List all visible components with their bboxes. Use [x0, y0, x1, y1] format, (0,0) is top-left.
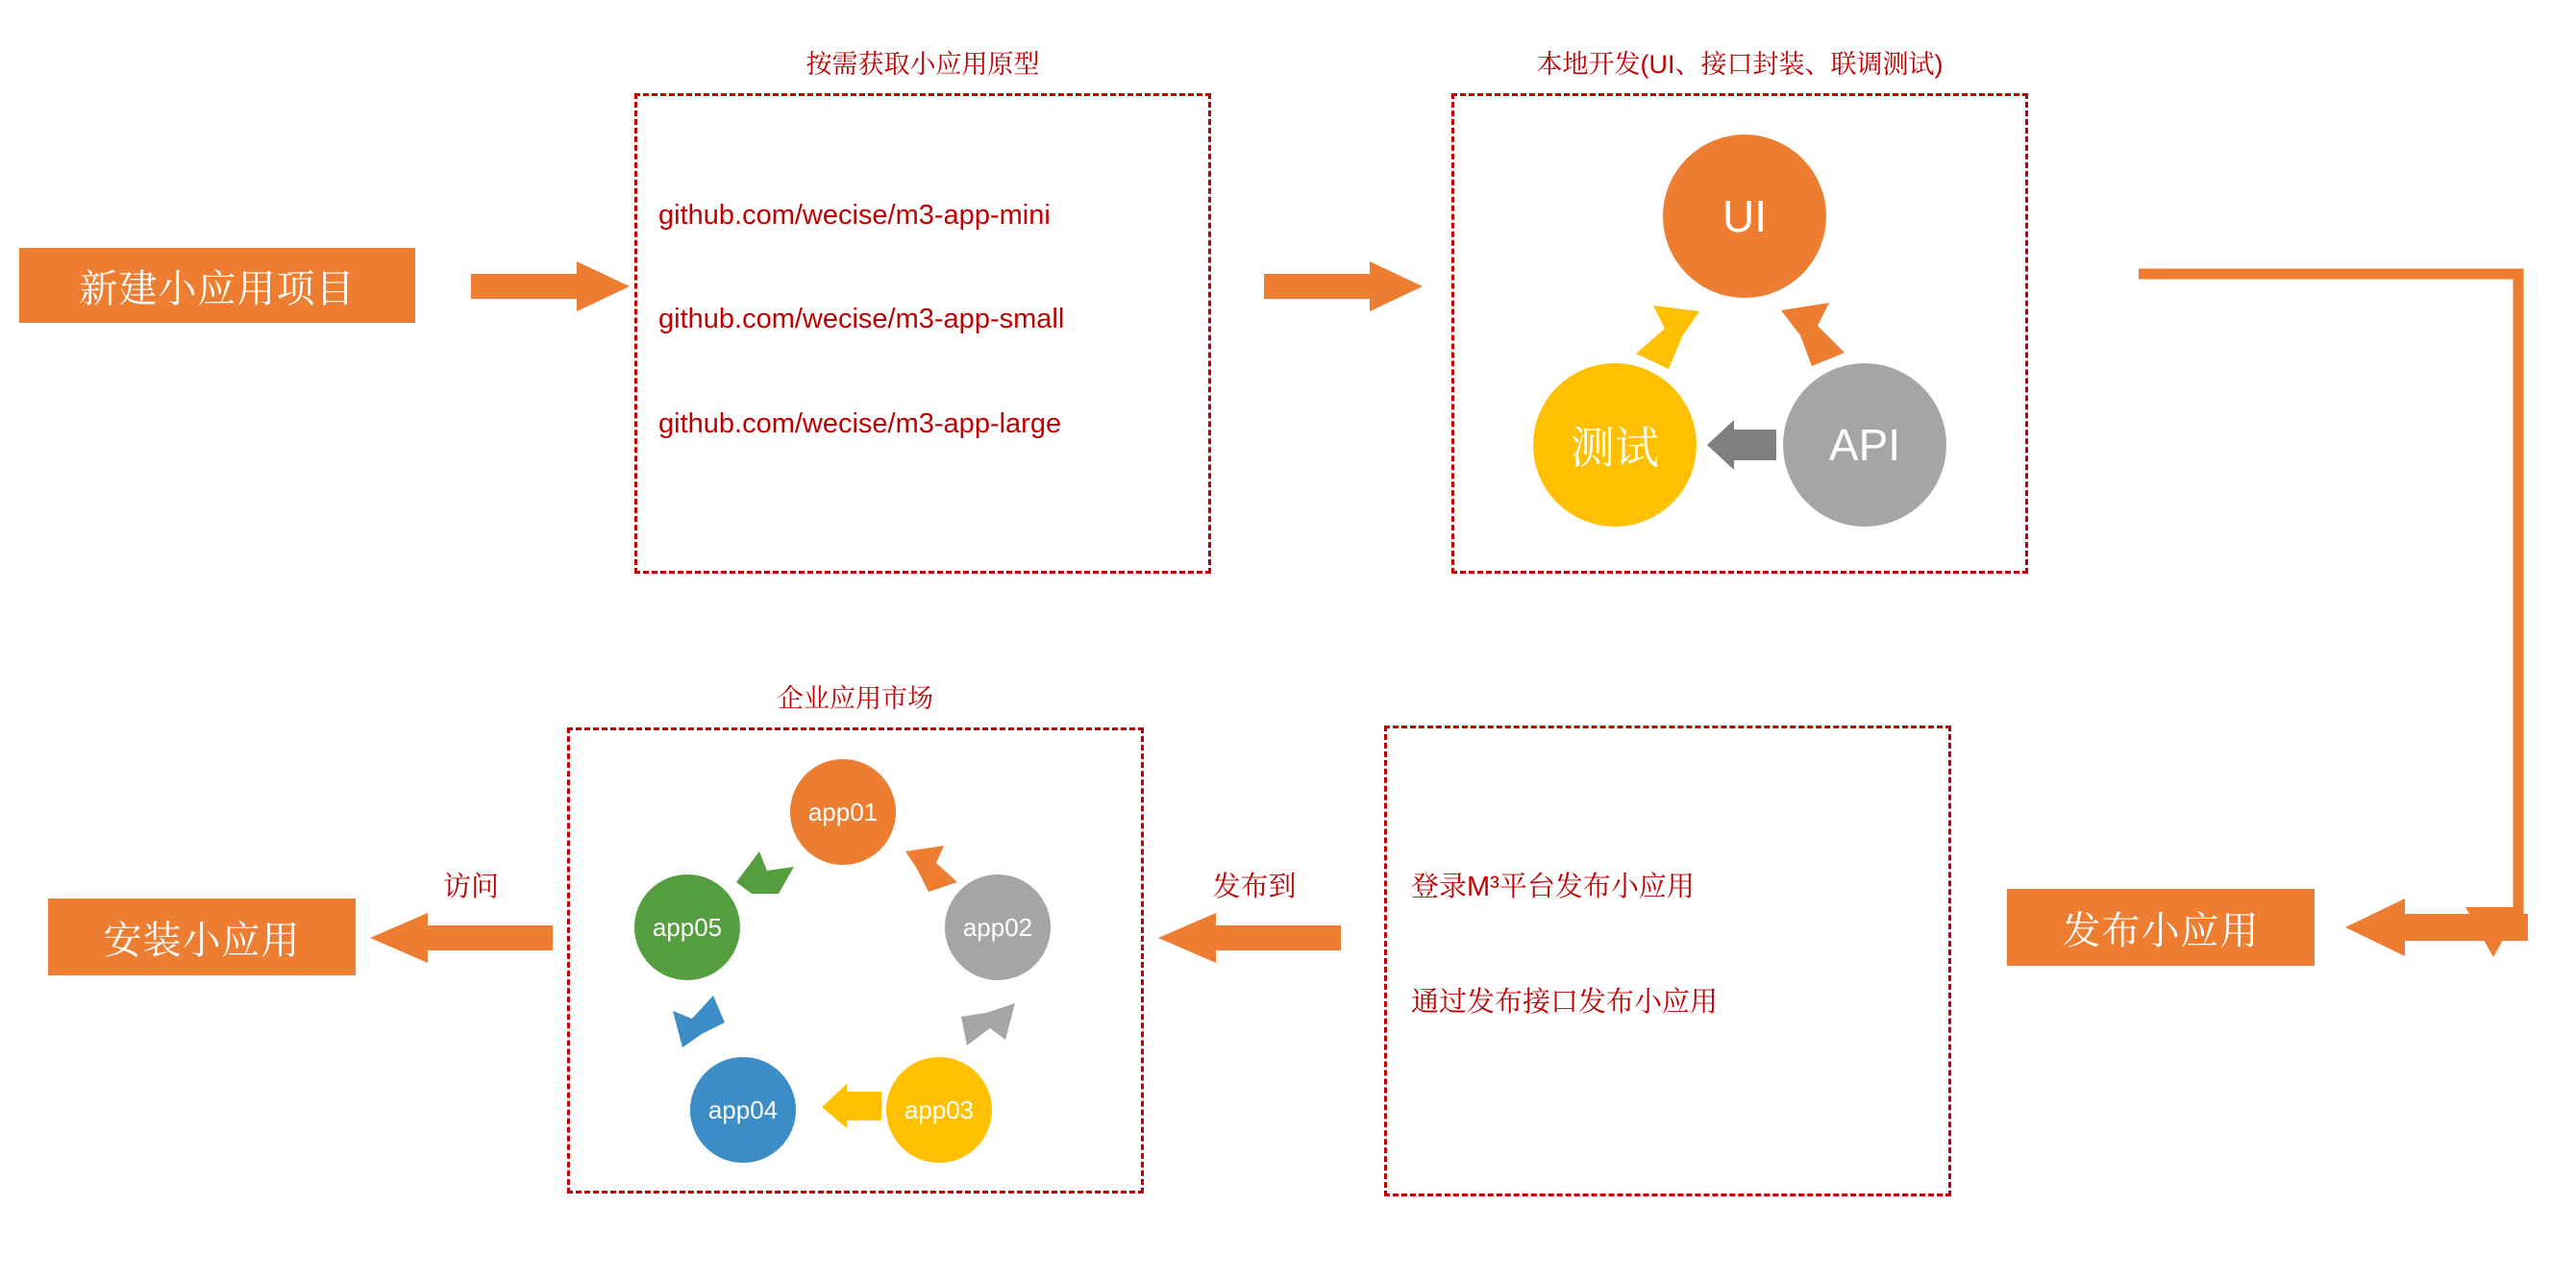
prototype-url-2[interactable]: github.com/wecise/m3-app-large	[658, 408, 1062, 439]
edge-label-visit: 访问	[442, 872, 499, 902]
publish-group-box	[1384, 726, 1951, 1196]
local-dev-group-title: 本地开发(UI、接口封装、联调测试)	[1536, 50, 1944, 79]
arrow-into-publish	[2345, 898, 2528, 956]
step-install-app-label: 安装小应用	[103, 919, 301, 962]
node-app01[interactable]	[790, 759, 896, 865]
connector-local-dev-to-publish	[2139, 269, 2542, 961]
node-app01-label: app01	[807, 797, 879, 826]
edge-label-publish-to: 发布到	[1212, 872, 1297, 902]
step-publish-app[interactable]	[2007, 889, 2315, 966]
arrow-app04-to-app05	[673, 996, 727, 1049]
prototype-url-1[interactable]: github.com/wecise/m3-app-small	[658, 304, 1065, 334]
arrow-app05-to-app01	[736, 844, 794, 894]
node-app04-label: app04	[707, 1095, 779, 1124]
market-group-title: 企业应用市场	[778, 684, 933, 713]
arrow-new-to-prototype	[471, 261, 634, 311]
publish-note-0: 登录M³平台发布小应用	[1411, 872, 1695, 902]
arrow-test-to-ui	[1624, 306, 1711, 387]
node-api[interactable]	[1783, 363, 1946, 527]
step-install-app[interactable]	[48, 898, 356, 975]
node-app04[interactable]	[690, 1057, 796, 1163]
arrow-market-to-install	[370, 913, 553, 963]
node-app02[interactable]	[945, 874, 1051, 980]
arrow-app02-to-app03	[961, 999, 1017, 1047]
node-api-label: API	[1828, 420, 1901, 470]
step-publish-app-label: 发布小应用	[2062, 909, 2260, 952]
node-app03-label: app03	[904, 1095, 975, 1124]
arrow-app03-to-app04	[822, 1084, 881, 1130]
prototype-group-title: 按需获取小应用原型	[805, 50, 1040, 79]
arrow-ui-to-api	[1773, 303, 1860, 384]
node-test-label: 测试	[1571, 423, 1659, 473]
step-new-project[interactable]	[19, 248, 415, 323]
node-ui-label: UI	[1722, 191, 1767, 241]
node-app05[interactable]	[634, 874, 740, 980]
node-app05-label: app05	[652, 912, 723, 942]
arrow-publish-to-market	[1158, 913, 1341, 963]
node-test[interactable]	[1533, 363, 1697, 527]
step-new-project-label: 新建小应用项目	[79, 267, 356, 310]
arrow-app01-to-app02	[904, 846, 959, 894]
node-app02-label: app02	[962, 912, 1033, 942]
prototype-url-0[interactable]: github.com/wecise/m3-app-mini	[658, 200, 1051, 231]
node-app03[interactable]	[886, 1057, 992, 1163]
node-ui[interactable]	[1663, 135, 1826, 298]
arrow-prototype-to-local-dev	[1264, 261, 1427, 311]
publish-note-1: 通过发布接口发布小应用	[1411, 987, 1719, 1018]
arrow-api-to-test	[1707, 420, 1776, 470]
